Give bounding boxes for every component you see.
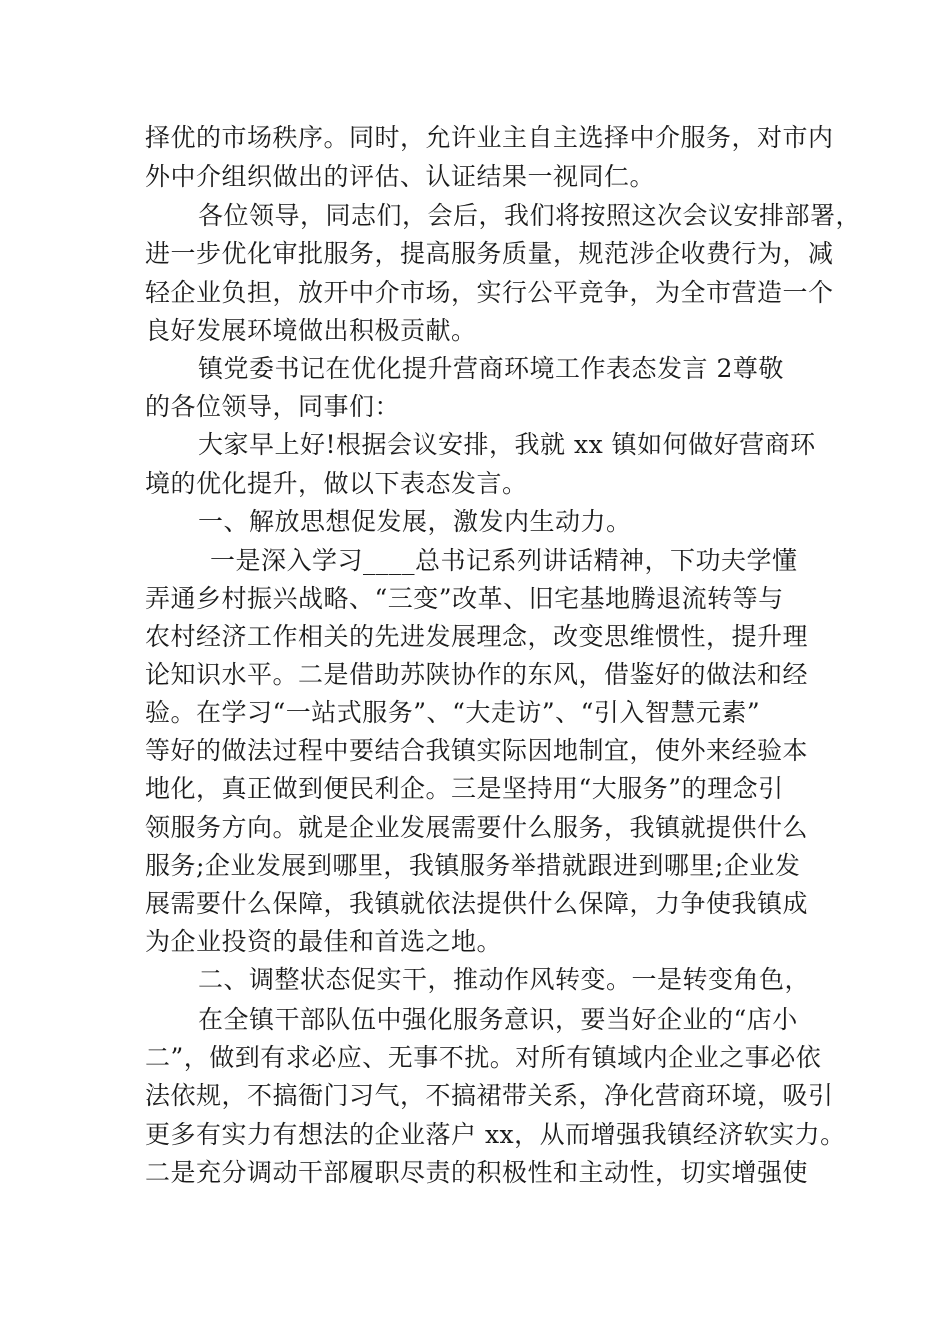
text-line-content: 服务;企业发展到哪里，我镇服务举措就跟进到哪里;企业发 — [145, 851, 801, 880]
text-line-content: 镇党委书记在优化提升营商环境工作表态发言 2尊敬 — [198, 354, 784, 383]
text-line-content: 验。在学习“一站式服务”、“大走访”、“引入智慧元素” — [145, 698, 761, 727]
text-line-content: 一、解放思想促发展，激发内生动力。 — [198, 507, 632, 536]
text-line — [0, 425, 950, 465]
text-line-content: 一是深入学习____总书记系列讲话精神，下功夫学懂 — [210, 546, 798, 575]
text-line — [0, 1076, 950, 1116]
text-line — [0, 311, 950, 351]
text-line-content: 二”，做到有求必应、无事不扰。对所有镇域内企业之事必依 — [145, 1043, 822, 1072]
text-line — [0, 273, 950, 313]
text-line-content: 二、调整状态促实干，推动作风转变。一是转变角色， — [198, 965, 811, 994]
text-line-content: 更多有实力有想法的企业落户 xx，从而增强我镇经济软实力。 — [145, 1120, 846, 1149]
text-line-content: 各位领导，同志们，会后，我们将按照这次会议安排部署， — [198, 201, 862, 230]
text-line — [0, 617, 950, 657]
text-line-content: 地化，真正做到便民利企。三是坚持用“大服务”的理念引 — [145, 774, 784, 803]
text-line — [0, 1115, 950, 1155]
text-line — [0, 960, 950, 1000]
text-line-content: 进一步优化审批服务，提高服务质量，规范涉企收费行为，减 — [145, 239, 834, 268]
text-line-content: 良好发展环境做出积极贡献。 — [145, 316, 477, 345]
text-line-content: 农村经济工作相关的先进发展理念，改变思维惯性，提升理 — [145, 622, 809, 651]
text-line — [0, 349, 950, 389]
text-line — [0, 541, 950, 581]
text-line-content: 大家早上好!根据会议安排，我就 xx 镇如何做好营商环 — [198, 430, 816, 459]
text-line-content: 弄通乡村振兴战略、“三变”改革、旧宅基地腾退流转等与 — [145, 584, 784, 613]
text-line — [0, 234, 950, 274]
text-line-content: 法依规，不搞衙门习气，不搞裙带关系，净化营商环境，吸引 — [145, 1081, 834, 1110]
text-line — [0, 731, 950, 771]
text-line-content: 论知识水平。二是借助苏陕协作的东风，借鉴好的做法和经 — [145, 660, 809, 689]
text-line — [0, 387, 950, 427]
text-line — [0, 884, 950, 924]
text-line-content: 展需要什么保障，我镇就依法提供什么保障，力争使我镇成 — [145, 889, 809, 918]
text-line — [0, 769, 950, 809]
text-line — [0, 502, 950, 542]
text-line — [0, 655, 950, 695]
text-line — [0, 118, 950, 158]
text-line — [0, 1038, 950, 1078]
text-line — [0, 808, 950, 848]
text-line — [0, 1153, 950, 1193]
text-line-content: 领服务方向。就是企业发展需要什么服务，我镇就提供什么 — [145, 813, 809, 842]
text-line — [0, 464, 950, 504]
text-line — [0, 579, 950, 619]
text-line — [0, 157, 950, 197]
text-line-content: 境的优化提升，做以下表态发言。 — [145, 469, 528, 498]
text-line-content: 轻企业负担，放开中介市场，实行公平竞争，为全市营造一个 — [145, 278, 834, 307]
text-line — [0, 196, 950, 236]
text-line — [0, 846, 950, 886]
text-line-content: 的各位领导，同事们： — [145, 392, 401, 421]
text-line — [0, 1000, 950, 1040]
text-line-content: 择优的市场秩序。同时，允许业主自主选择中介服务，对市内 — [145, 123, 834, 152]
text-line — [0, 922, 950, 962]
text-line-content: 二是充分调动干部履职尽责的积极性和主动性，切实增强使 — [145, 1158, 809, 1187]
text-line-content: 外中介组织做出的评估、认证结果一视同仁。 — [145, 162, 656, 191]
text-line-content: 在全镇干部队伍中强化服务意识，要当好企业的“店小 — [198, 1005, 798, 1034]
text-line-content: 等好的做法过程中要结合我镇实际因地制宜，使外来经验本 — [145, 736, 809, 765]
text-line-content: 为企业投资的最佳和首选之地。 — [145, 927, 503, 956]
text-line — [0, 693, 950, 733]
